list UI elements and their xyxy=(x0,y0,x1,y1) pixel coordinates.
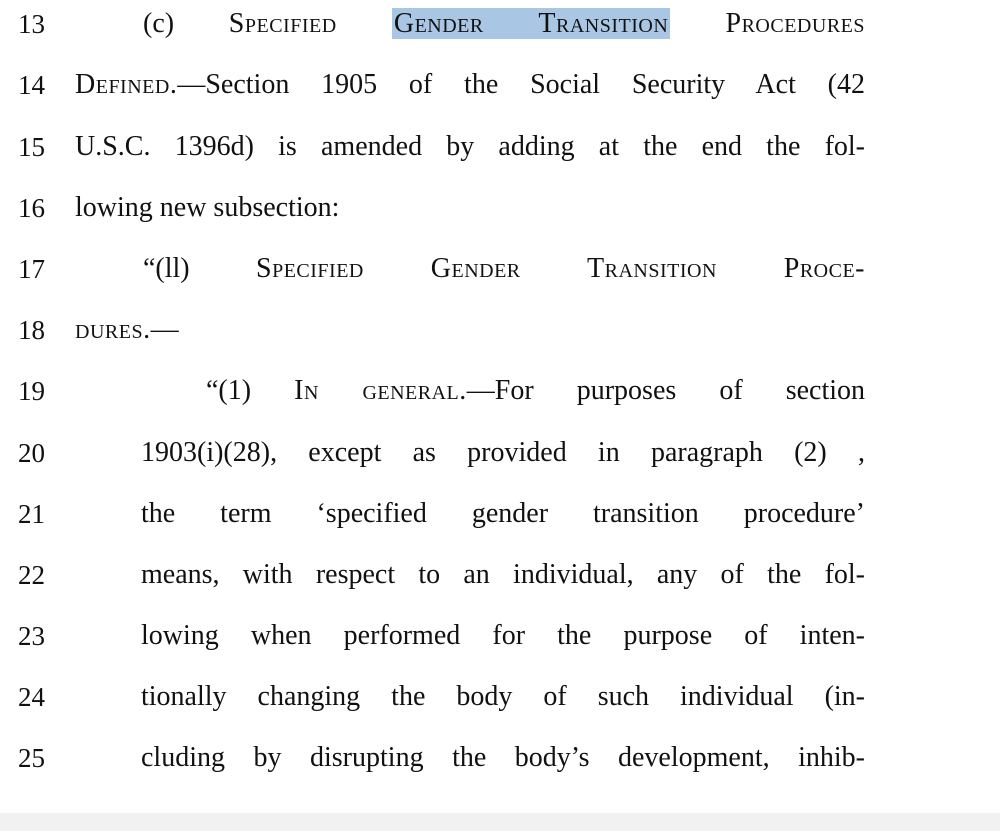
document-line xyxy=(0,738,1000,778)
line-text xyxy=(143,249,865,289)
line-number: 15 xyxy=(18,132,45,162)
document-line xyxy=(0,4,1000,44)
line-number: 21 xyxy=(18,499,45,529)
small-caps-text: Specified xyxy=(228,8,392,39)
body-text: cluding by disrupting the body’s development, inhib- xyxy=(141,742,865,773)
line-text xyxy=(141,677,865,717)
document-line xyxy=(0,555,1000,595)
line-text xyxy=(75,188,339,228)
body-text: —For purposes of section xyxy=(466,375,865,406)
page-bottom-edge xyxy=(0,813,1000,831)
document-line xyxy=(0,677,1000,717)
line-number: 19 xyxy=(18,376,45,406)
line-text xyxy=(75,127,865,167)
highlighted-selection[interactable]: Gender Transition xyxy=(393,8,669,39)
body-text: tionally changing the body of such individual (in- xyxy=(141,681,865,712)
document-line xyxy=(0,616,1000,656)
body-text: 1903(i)(28), except as provided in paragraph (2) , xyxy=(141,437,865,468)
subsection-marker: “(ll) xyxy=(143,253,257,284)
body-text: lowing new subsection: xyxy=(75,192,340,223)
line-number: 20 xyxy=(18,438,45,468)
document-line xyxy=(0,310,1000,350)
line-text xyxy=(75,65,865,105)
small-caps-text: Specified Gender Transition Proce- xyxy=(256,253,865,284)
body-text: lowing when performed for the purpose of inten- xyxy=(141,620,865,651)
line-number: 18 xyxy=(18,315,45,345)
line-number: 23 xyxy=(18,621,45,651)
body-text: the term ‘specified gender transition procedure’ xyxy=(141,498,865,529)
small-caps-text: In general. xyxy=(294,375,467,406)
document-line xyxy=(0,494,1000,534)
document-line xyxy=(0,249,1000,289)
line-number: 22 xyxy=(18,560,45,590)
document-line xyxy=(0,371,1000,411)
line-text xyxy=(143,4,865,44)
body-text: U.S.C. 1396d) is amended by adding at the end the fol- xyxy=(75,131,865,162)
line-text xyxy=(141,555,865,595)
document-line xyxy=(0,127,1000,167)
line-text xyxy=(75,310,179,350)
body-text: —Section 1905 of the Social Security Act (42 xyxy=(177,69,865,100)
body-text: means, with respect to an individual, any of the fol- xyxy=(141,559,865,590)
document-line xyxy=(0,188,1000,228)
paragraph-marker: “(1) xyxy=(206,375,295,406)
line-text xyxy=(141,616,865,656)
line-text xyxy=(141,738,865,778)
line-text xyxy=(141,494,865,534)
document-line xyxy=(0,65,1000,105)
line-text xyxy=(206,371,865,411)
line-text xyxy=(141,433,865,473)
line-number: 13 xyxy=(18,9,45,39)
body-text: — xyxy=(150,314,179,345)
document-line xyxy=(0,433,1000,473)
line-number: 16 xyxy=(18,193,45,223)
small-caps-text: dures. xyxy=(75,314,151,345)
line-number: 14 xyxy=(18,70,45,100)
line-number: 17 xyxy=(18,254,45,284)
small-caps-text: Defined. xyxy=(75,69,178,100)
subsection-marker: (c) xyxy=(143,8,229,39)
line-number: 25 xyxy=(18,743,45,773)
small-caps-text: Procedures xyxy=(670,8,865,39)
line-number: 24 xyxy=(18,682,45,712)
